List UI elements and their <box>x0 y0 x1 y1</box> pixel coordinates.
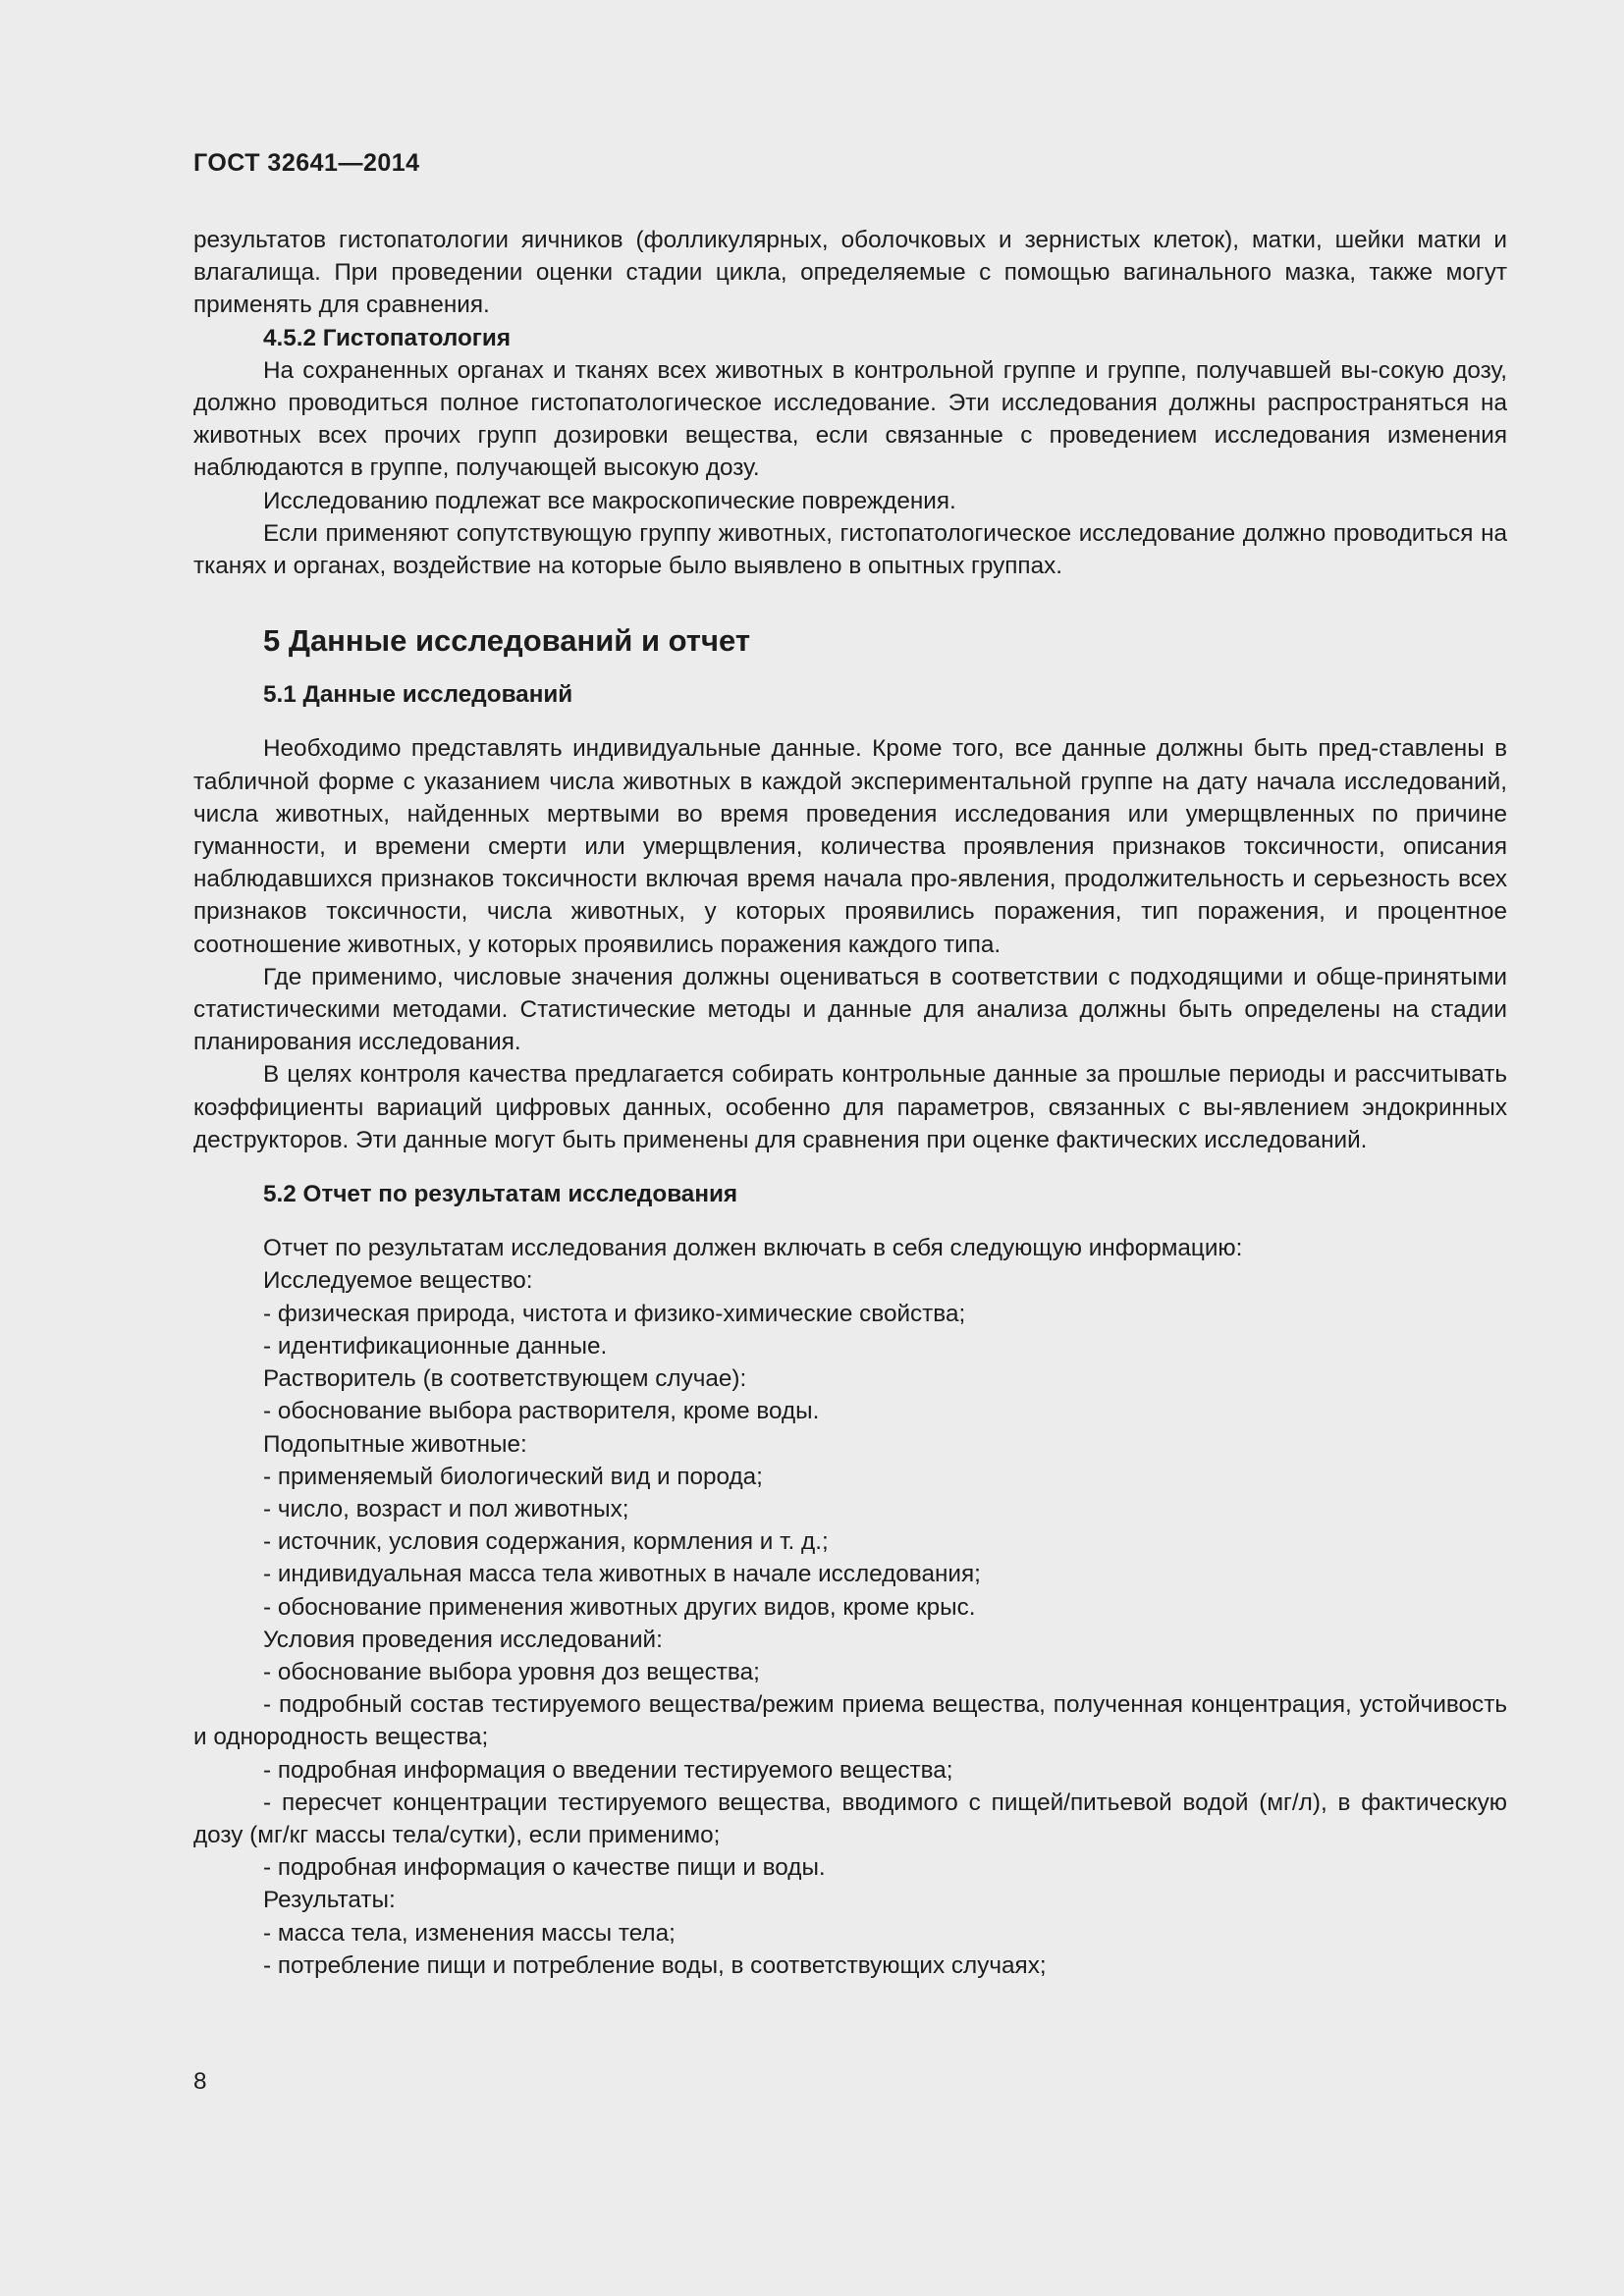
list-item: Растворитель (в соответствующем случае): <box>263 1365 747 1393</box>
list-item: Условия проведения исследований: <box>263 1626 663 1653</box>
list-item: - обоснование выбора растворителя, кроме воды. <box>263 1398 820 1425</box>
list-item: - обоснование выбора уровня доз вещества; <box>263 1658 760 1685</box>
paragraph: Если применяют сопутствующую группу животных, гистопатологическое исследование должно проводиться на тканях и органах, воздействие на которые было выявлено в опытных группах. <box>193 519 1507 580</box>
list-item: - источник, условия содержания, кормления и т. д.; <box>263 1528 829 1556</box>
list-item: - пересчет концентрации тестируемого вещества, вводимого с пищей/питьевой водой (мг/л), в фактическую дозу (мг/кг массы тела/сутки), если применимо; <box>193 1789 1507 1848</box>
document-page <box>193 0 1507 2296</box>
intro-paragraph: результатов гистопатологии яичников (фолликулярных, оболочковых и зернистых клеток), матки, шейки матки и влагалища. При проведении оценки стадии цикла, определяемые с помощью вагинального мазка, также могут применять для сравнения. <box>193 227 1507 319</box>
page-number: 8 <box>193 2068 207 2095</box>
section-5-2-heading: 5.2 Отчет по результатам исследования <box>263 1181 738 1208</box>
list-item: - подробная информация о введении тестируемого вещества; <box>263 1756 953 1784</box>
paragraph: Где применимо, числовые значения должны оцениваться в соответствии с подходящими и обще-принятыми статистическими методами. Статистические методы и данные для анализа должны быть определены на стадии планирования исследования. <box>193 963 1507 1056</box>
document-body <box>193 224 1507 1982</box>
section-5-heading: 5 Данные исследований и отчет <box>263 623 750 659</box>
section-4-5-2-heading: 4.5.2 Гистопатология <box>263 324 512 351</box>
list-item: - число, возраст и пол животных; <box>263 1495 629 1522</box>
list-item: - подробная информация о качестве пищи и воды. <box>263 1854 826 1882</box>
document-header: ГОСТ 32641—2014 <box>193 149 420 177</box>
list-item: Подопытные животные: <box>263 1430 527 1458</box>
list-item: - обоснование применения животных других видов, кроме крыс. <box>263 1593 976 1621</box>
list-item: Результаты: <box>263 1887 396 1914</box>
list-item: - подробный состав тестируемого вещества/режим приема вещества, полученная концентрация, устойчивость и однородность вещества; <box>193 1691 1507 1751</box>
section-5-1-heading: 5.1 Данные исследований <box>263 681 573 709</box>
list-item: - идентификационные данные. <box>263 1332 608 1360</box>
paragraph: Необходимо представлять индивидуальные данные. Кроме того, все данные должны быть пред-ставлены в табличной форме с указанием числа животных в каждой экспериментальной группе на дату начала исследований, числа животных, найденных мертвыми во время проведения исследования или умерщвленных по причине гуманности, и времени смерти или умерщвления, количества проявления признаков токсичности, описания наблюдавшихся признаков токсичности включая время начала про-явления, продолжительность и серьезность всех признаков токсичности, числа животных, у которых проявились поражения, тип поражения, и процентное соотношение животных, у которых проявились поражения каждого типа. <box>193 735 1507 958</box>
paragraph: На сохраненных органах и тканях всех животных в контрольной группе и группе, получавшей вы-сокую дозу, должно проводиться полное гистопатологическое исследование. Эти исследования должны распространяться на животных всех прочих групп дозировки вещества, если связанные с проведением исследования изменения наблюдаются в группе, получающей высокую дозу. <box>193 356 1507 482</box>
list-item: Отчет по результатам исследования должен включать в себя следующую информацию: <box>263 1235 1243 1262</box>
list-item: - потребление пищи и потребление воды, в соответствующих случаях; <box>263 1951 1047 1979</box>
list-item: - физическая природа, чистота и физико-химические свойства; <box>263 1300 966 1327</box>
paragraph: В целях контроля качества предлагается собирать контрольные данные за прошлые периоды и рассчитывать коэффициенты вариаций цифровых данных, особенно для параметров, связанных с вы-явлением эндокринных деструкторов. Эти данные могут быть применены для сравнения при оценке фактических исследований. <box>193 1061 1507 1153</box>
list-item: - индивидуальная масса тела животных в начале исследования; <box>263 1561 981 1588</box>
list-item: - масса тела, изменения массы тела; <box>263 1919 676 1947</box>
report-requirements-list <box>193 1232 1507 1982</box>
paragraph: Исследованию подлежат все макроскопические повреждения. <box>263 487 956 514</box>
list-item: Исследуемое вещество: <box>263 1267 533 1295</box>
list-item: - применяемый биологический вид и порода; <box>263 1463 763 1490</box>
